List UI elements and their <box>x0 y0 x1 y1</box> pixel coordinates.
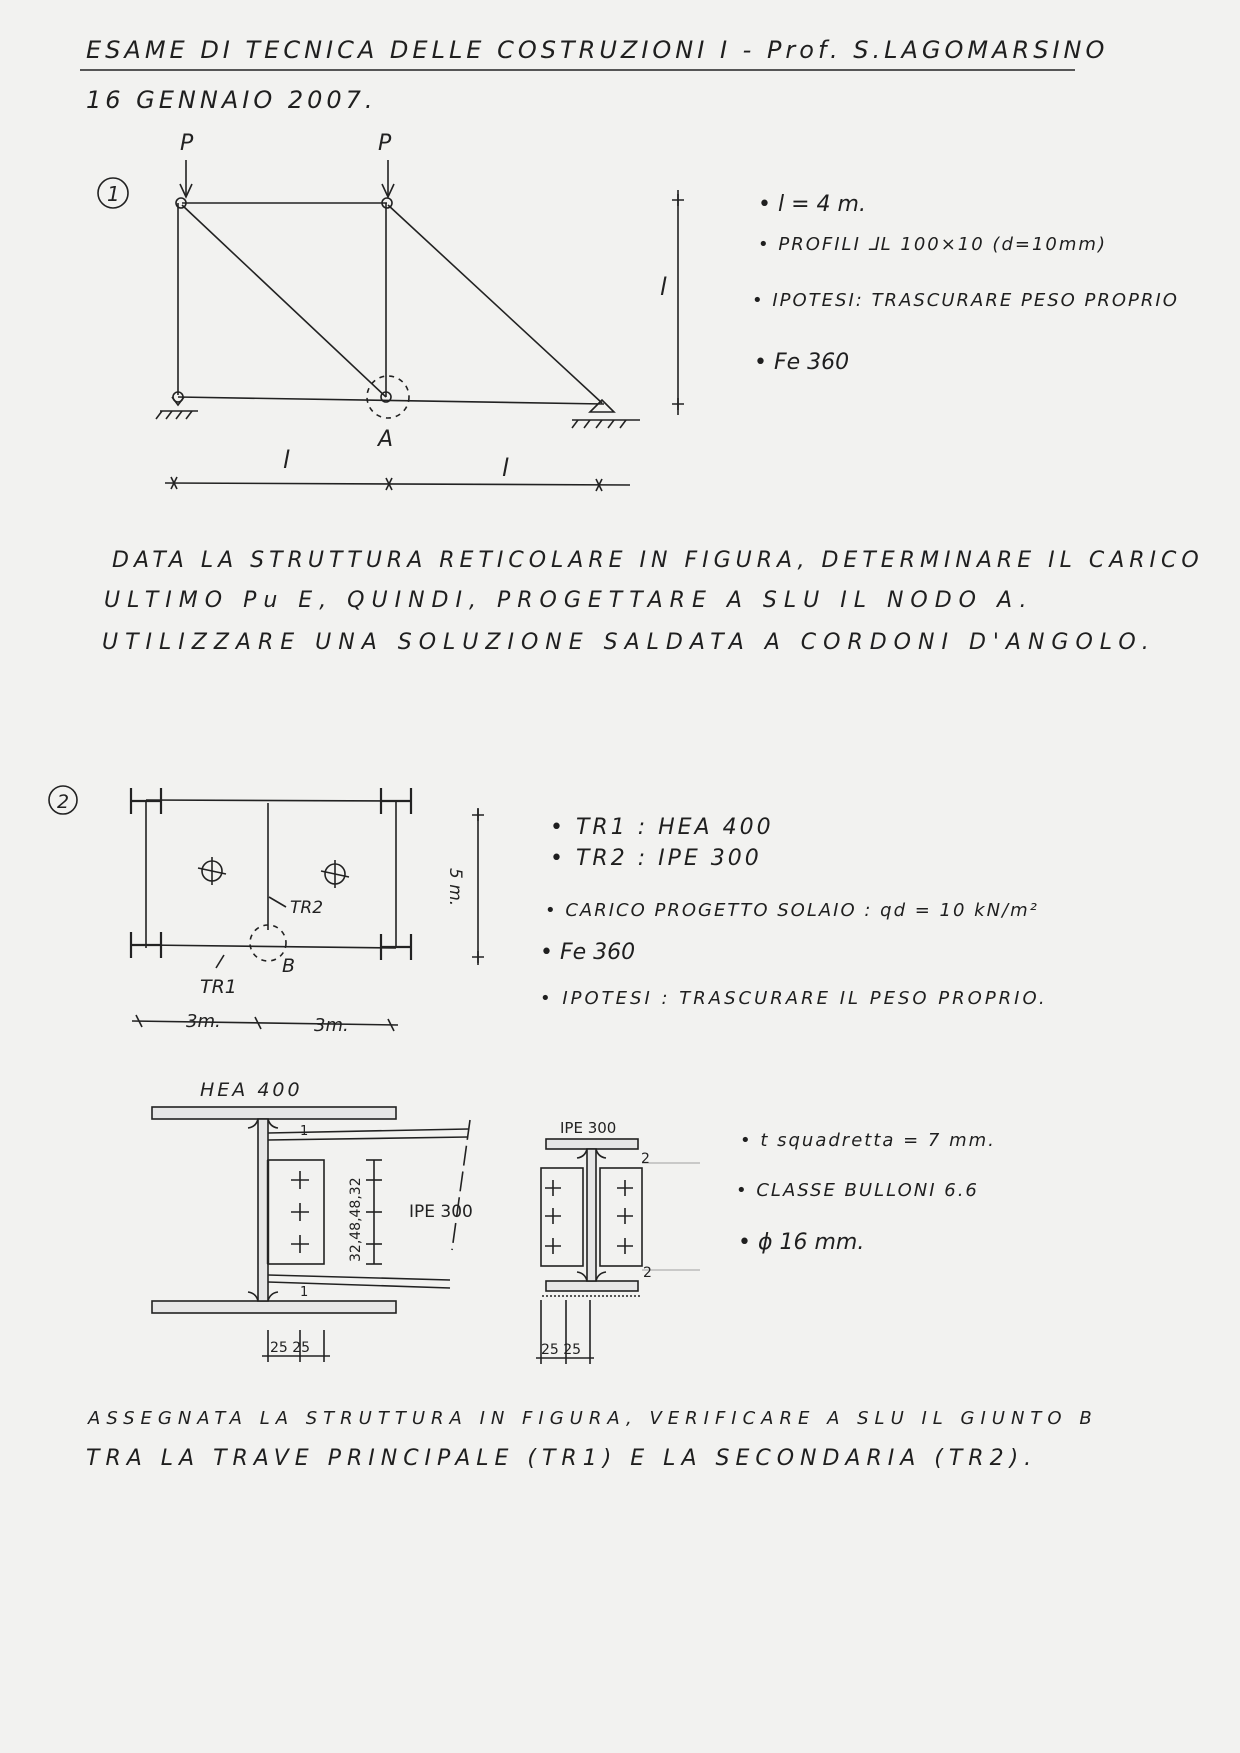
detail-note-3: • ϕ 16 mm. <box>738 1230 865 1255</box>
mark-2-bottom: 2 <box>643 1265 652 1281</box>
truss-diagram <box>131 160 700 1364</box>
ipe-side-label: IPE 300 <box>409 1202 473 1222</box>
plan-span-label-1: 3m. <box>186 1011 221 1032</box>
mark-1-bottom: 1 <box>300 1285 309 1300</box>
detail-note-2: • CLASSE BULLONI 6.6 <box>736 1180 979 1201</box>
ipe-top-label: IPE 300 <box>560 1119 617 1137</box>
exam-date: 16 GENNAIO 2007. <box>86 86 377 114</box>
plan-span-label-2: 3m. <box>314 1015 349 1036</box>
p1-note-4: • Fe 360 <box>754 350 850 375</box>
p1-note-1: • l = 4 m. <box>758 192 866 217</box>
dim-vertical: 32,48,48,32 <box>348 1177 364 1262</box>
p2-note-3: • CARICO PROGETTO SOLAIO : qd = 10 kN/m² <box>545 900 1039 921</box>
span-label-2: l <box>502 454 509 482</box>
p2-text-line-1: ASSEGNATA LA STRUTTURA IN FIGURA, VERIFICARE A SLU IL GIUNTO B <box>88 1408 1098 1429</box>
dim-bottom-1: 25 25 <box>270 1340 311 1356</box>
p2-text-line-2: TRA LA TRAVE PRINCIPALE (TR1) E LA SECONDARIA (TR2). <box>86 1446 1038 1471</box>
node-a-label: A <box>378 427 394 452</box>
p2-note-1: • TR1 : HEA 400 <box>550 815 774 840</box>
plan-height-label: 5 m. <box>445 868 465 907</box>
p1-text-line-1: DATA LA STRUTTURA RETICOLARE IN FIGURA, DETERMINARE IL CARICO <box>112 548 1204 573</box>
detail-note-1: • t squadretta = 7 mm. <box>740 1130 996 1151</box>
dim-bottom-2: 25 25 <box>541 1342 582 1358</box>
load-label-2: P <box>378 131 392 156</box>
hea-label: HEA 400 <box>200 1079 303 1101</box>
mark-1-top: 1 <box>300 1124 309 1139</box>
problem2-number: 2 <box>57 791 70 813</box>
span-label-1: l <box>283 446 290 474</box>
p2-note-2: • TR2 : IPE 300 <box>550 846 762 871</box>
load-label-1: P <box>180 131 194 156</box>
tr2-label: TR2 <box>290 898 324 918</box>
node-b-label: B <box>282 955 296 977</box>
mark-2-top: 2 <box>641 1151 650 1167</box>
problem1-number: 1 <box>107 182 120 206</box>
exam-title: ESAME DI TECNICA DELLE COSTRUZIONI I - Prof. S.LAGOMARSINO <box>86 36 1109 64</box>
tr1-label: TR1 <box>200 976 237 998</box>
p1-text-line-3: UTILIZZARE UNA SOLUZIONE SALDATA A CORDONI D'ANGOLO. <box>102 630 1156 655</box>
p1-note-3: • IPOTESI: TRASCURARE PESO PROPRIO <box>752 290 1179 311</box>
p1-text-line-2: ULTIMO Pu E, QUINDI, PROGETTARE A SLU IL NODO A. <box>104 588 1034 613</box>
p2-note-5: • IPOTESI : TRASCURARE IL PESO PROPRIO. <box>540 988 1048 1009</box>
p2-note-4: • Fe 360 <box>540 940 636 965</box>
height-label: l <box>660 273 667 301</box>
p1-note-2: • PROFILI ⅃L 100×10 (d=10mm) <box>758 234 1107 255</box>
